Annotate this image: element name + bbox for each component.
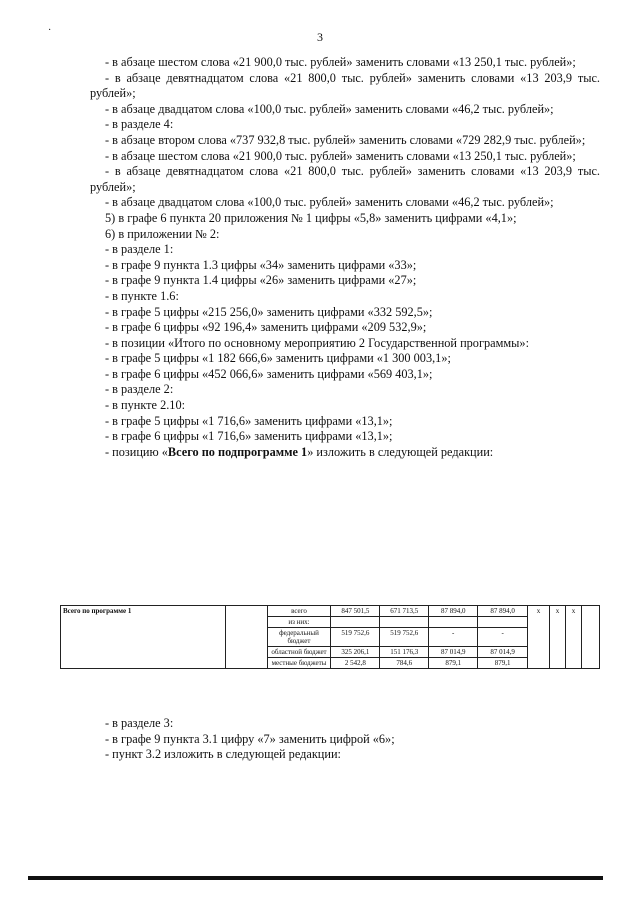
paragraph: - в абзаце двадцатом слова «100,0 тыс. рублей» заменить словами «46,2 тыс. рублей»;	[105, 195, 554, 210]
table-value-cell: -	[429, 628, 478, 647]
table-value-cell: -	[478, 628, 528, 647]
table-value-cell	[380, 617, 429, 628]
paragraph: - в графе 9 пункта 3.1 цифру «7» заменить цифрой «6»;	[105, 731, 395, 746]
table-row	[61, 606, 600, 617]
table-value-cell: 519 752,6	[331, 628, 380, 647]
paragraph-list	[90, 55, 600, 445]
paragraph: - в разделе 3:	[105, 716, 174, 730]
bottom-rule	[28, 876, 603, 880]
paragraph: - в абзаце девятнадцатом слова «21 800,0 тыс. рублей» заменить словами «13 203,9 тыс. рублей»;	[90, 70, 600, 101]
paragraph: 5) в графе 6 пункта 20 приложения № 1 цифры «5,8» заменить цифрами «4,1»;	[105, 210, 517, 225]
table-value-cell: 151 176,3	[380, 647, 429, 658]
paragraph: - в пункте 1.6:	[105, 288, 179, 303]
paragraph: - в графе 5 цифры «215 256,0» заменить цифрами «332 592,5»;	[105, 304, 433, 319]
paragraph: - в пункте 2.10:	[105, 398, 186, 413]
budget-table-container	[60, 605, 600, 669]
table-value-cell: 87 894,0	[478, 606, 528, 617]
table-value-cell: 879,1	[478, 658, 528, 669]
paragraph: - в графе 5 цифры «1 716,6» заменить цифрами «13,1»;	[105, 413, 393, 428]
trailing-paragraphs	[90, 716, 600, 763]
budget-table-body	[61, 606, 600, 669]
table-value-cell	[429, 617, 478, 628]
table-source-cell: всего	[267, 606, 331, 617]
table-value-cell: 784,6	[380, 658, 429, 669]
table-value-cell: 2 542,8	[331, 658, 380, 669]
position-suffix: » изложить в следующей редакции:	[307, 444, 494, 459]
table-mark-cell: х	[565, 606, 581, 669]
position-instruction	[90, 445, 600, 461]
paragraph: - в разделе 4:	[105, 117, 174, 132]
table-value-cell	[478, 617, 528, 628]
table-value-cell: 847 501,5	[331, 606, 380, 617]
paragraph: - в абзаце шестом слова «21 900,0 тыс. рублей» заменить словами «13 250,1 тыс. рублей»;	[105, 55, 576, 69]
table-value-cell: 87 014,9	[429, 647, 478, 658]
paragraph: 6) в приложении № 2:	[105, 226, 220, 241]
table-value-cell: 87 014,9	[478, 647, 528, 658]
position-prefix: - позицию «	[105, 444, 168, 459]
table-mark-cell: х	[528, 606, 550, 669]
table-source-cell: федеральный бюджет	[267, 628, 331, 647]
paragraph: - в графе 9 пункта 1.4 цифры «26» заменить цифрами «27»;	[105, 273, 417, 288]
table-value-cell: 519 752,6	[380, 628, 429, 647]
paragraph: - в разделе 2:	[105, 382, 174, 397]
paragraph: - в графе 6 цифры «92 196,4» заменить цифрами «209 532,9»;	[105, 320, 427, 335]
table-source-cell: из них:	[267, 617, 331, 628]
position-title: Всего по подпрограмме 1	[167, 444, 308, 459]
page-number: 3	[317, 30, 323, 44]
document-body	[90, 55, 600, 460]
table-empty-cell	[581, 606, 599, 669]
paragraph: - в разделе 1:	[105, 242, 174, 257]
paragraph: - в абзаце шестом слова «21 900,0 тыс. рублей» заменить словами «13 250,1 тыс. рублей»;	[105, 148, 576, 163]
paragraph: - в позиции «Итого по основному мероприятию 2 Государственной программы»:	[105, 335, 529, 350]
table-source-cell: областной бюджет	[267, 647, 331, 658]
paragraph: - в графе 6 цифры «1 716,6» заменить цифрами «13,1»;	[105, 429, 393, 444]
table-value-cell: 87 894,0	[429, 606, 478, 617]
scan-speck: ·	[48, 25, 52, 36]
paragraph: - в абзаце двадцатом слова «100,0 тыс. рублей» заменить словами «46,2 тыс. рублей»;	[105, 101, 554, 116]
paragraph: - в абзаце втором слова «737 932,8 тыс. рублей» заменить словами «729 282,9 тыс. рублей»;	[105, 132, 586, 147]
table-value-cell: 879,1	[429, 658, 478, 669]
paragraph: - в графе 5 цифры «1 182 666,6» заменить цифрами «1 300 003,1»;	[105, 351, 451, 366]
table-empty-cell	[225, 606, 267, 669]
table-mark-cell: х	[550, 606, 566, 669]
table-value-cell: 325 206,1	[331, 647, 380, 658]
paragraph: - в абзаце девятнадцатом слова «21 800,0 тыс. рублей» заменить словами «13 203,9 тыс. рублей»;	[90, 164, 600, 194]
table-value-cell	[331, 617, 380, 628]
table-position-label: Всего по программе 1	[61, 606, 226, 669]
table-source-cell: местные бюджеты	[267, 658, 331, 669]
budget-table	[60, 605, 600, 669]
table-value-cell: 671 713,5	[380, 606, 429, 617]
paragraph: - пункт 3.2 изложить в следующей редакции:	[105, 747, 341, 762]
paragraph: - в графе 6 цифры «452 066,6» заменить цифрами «569 403,1»;	[105, 366, 433, 381]
paragraph: - в графе 9 пункта 1.3 цифры «34» заменить цифрами «33»;	[105, 257, 417, 272]
